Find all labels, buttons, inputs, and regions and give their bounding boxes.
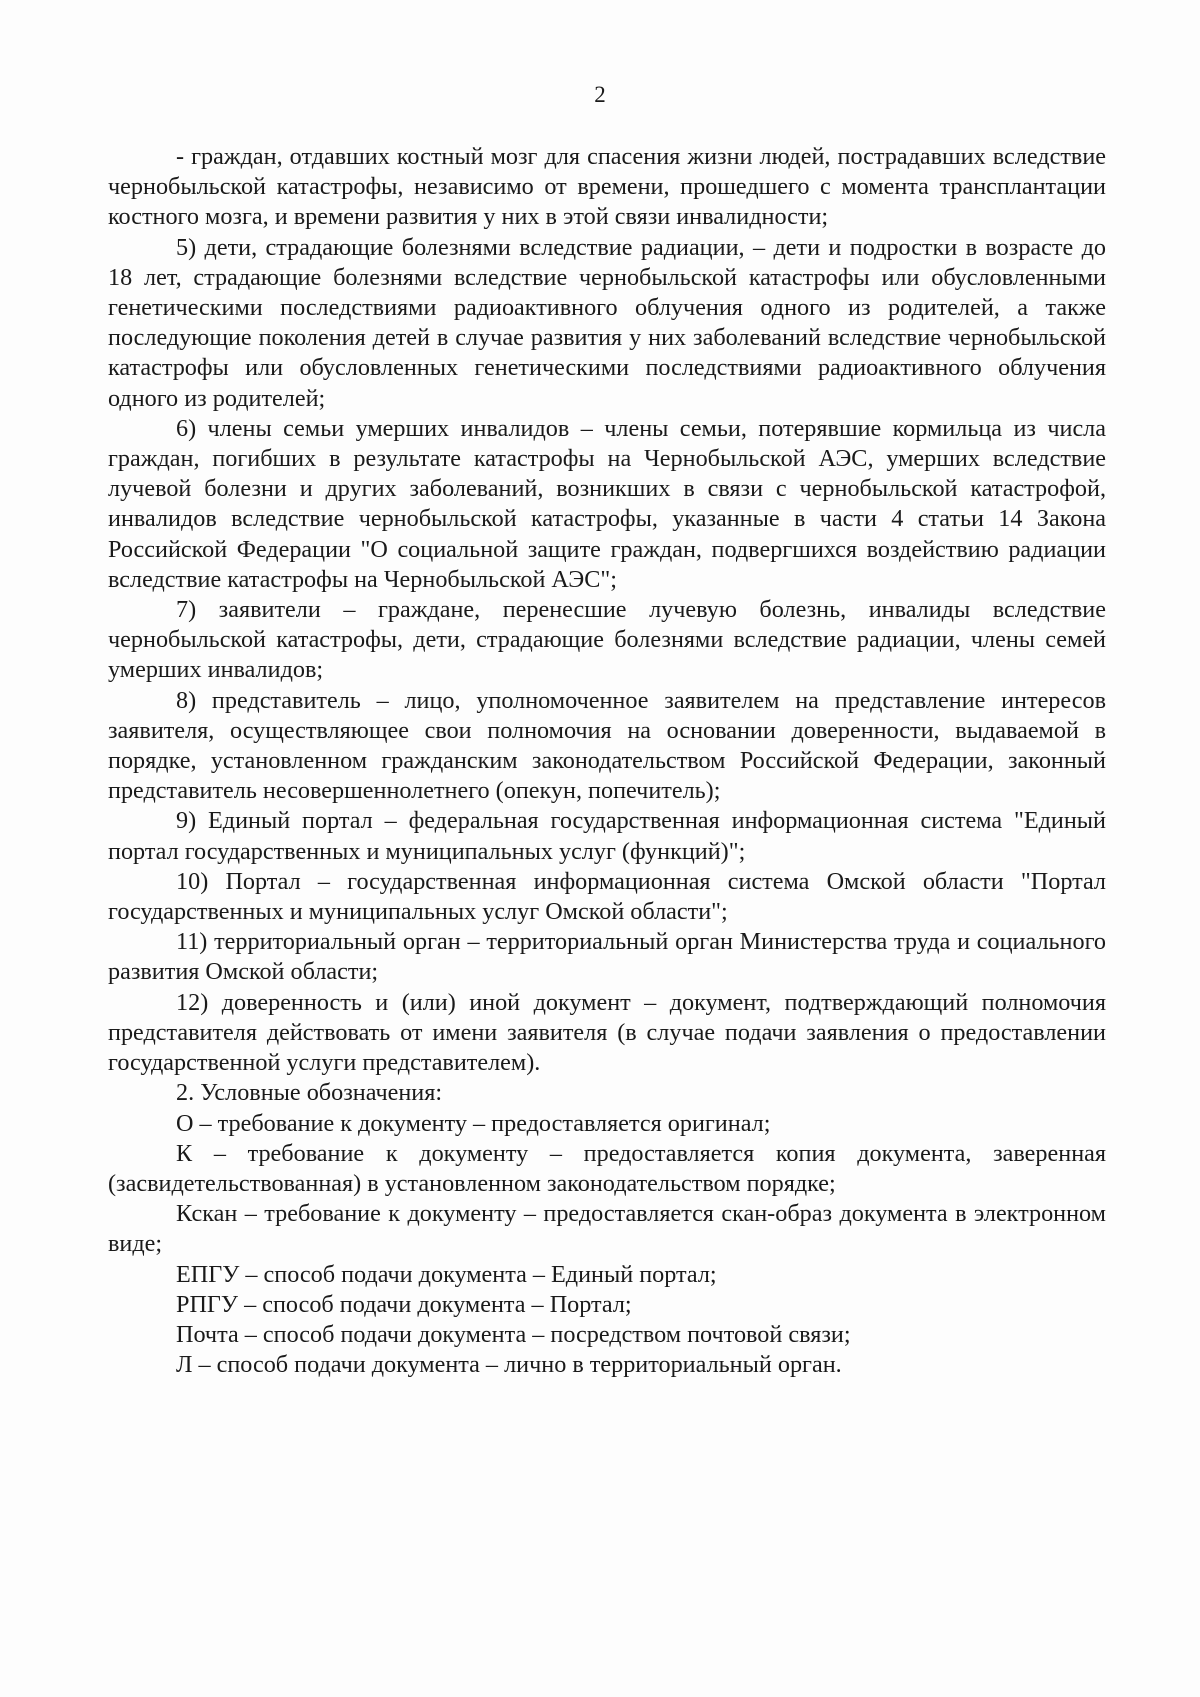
paragraph-item-5: 5) дети, страдающие болезнями вследствие радиации, – дети и подростки в возрасте до 18 лет, страдающие болезнями вследствие чернобыльской катастрофы или обусловленными генетическими последствиями радиоактивного облучения одного из родителей, а также последующие поколения детей в случае развития у них заболеваний вследствие чернобыльской катастрофы или обусловленных генетическими последствиями радиоактивного облучения одного из родителей; [108,233,1106,412]
paragraph-item-10: 10) Портал – государственная информационная система Омской области "Портал государственных и муниципальных услуг Омской области"; [108,867,1106,926]
paragraph-item-8: 8) представитель – лицо, уполномоченное заявителем на представление интересов заявителя, осуществляющее свои полномочия на основании доверенности, выдаваемой в порядке, установленном гражданским законодательством Российской Федерации, законный представитель несовершеннолетнего (опекун, попечитель); [108,686,1106,805]
paragraph-item-6: 6) члены семьи умерших инвалидов – члены семьи, потерявшие кормильца из числа граждан, погибших в результате катастрофы на Чернобыльской АЭС, умерших вследствие лучевой болезни и других заболеваний, возникших в связи с чернобыльской катастрофой, инвалидов вследствие чернобыльской катастрофы, указанные в части 4 статьи 14 Закона Российской Федерации "О социальной защите граждан, подвергшихся воздействию радиации вследствие катастрофы на Чернобыльской АЭС"; [108,414,1106,593]
legend-mail: Почта – способ подачи документа – посредством почтовой связи; [176,1320,851,1348]
paragraph-item-7: 7) заявители – граждане, перенесшие лучевую болезнь, инвалиды вследствие чернобыльской катастрофы, дети, страдающие болезнями вследствие радиации, члены семей умерших инвалидов; [108,596,1106,684]
paragraph-item-9: 9) Единый портал – федеральная государственная информационная система "Единый портал государственных и муниципальных услуг (функций)"; [108,807,1106,865]
legend-epgu: ЕПГУ – способ подачи документа – Единый портал; [176,1260,717,1288]
legend-in-person: Л – способ подачи документа – лично в территориальный орган. [176,1351,842,1379]
document-body [108,142,1106,1380]
legend-rpgu: РПГУ – способ подачи документа – Портал; [176,1290,632,1318]
legend-original: О – требование к документу – предоставляется оригинал; [176,1109,771,1137]
legend-copy: К – требование к документу – предоставляется копия документа, заверенная (засвидетельствованная) в установленном законодательством порядке; [108,1139,1106,1197]
paragraph-item-12: 12) доверенность и (или) иной документ – документ, подтверждающий полномочия представителя действовать от имени заявителя (в случае подачи заявления о предоставлении государственной услуги представителем). [108,988,1106,1077]
paragraph-bone-marrow-donors: - граждан, отдавших костный мозг для спасения жизни людей, пострадавших вследствие чернобыльской катастрофы, независимо от времени, прошедшего с момента трансплантации костного мозга, и времени развития у них в этой связи инвалидности; [108,143,1106,231]
legend-scan: Кскан – требование к документу – предоставляется скан-образ документа в электронном виде; [108,1200,1106,1258]
paragraph-section-2-heading: 2. Условные обозначения: [176,1079,443,1107]
page-number: 2 [594,82,606,107]
paragraph-item-11: 11) территориальный орган – территориальный орган Министерства труда и социального развития Омской области; [108,928,1106,986]
